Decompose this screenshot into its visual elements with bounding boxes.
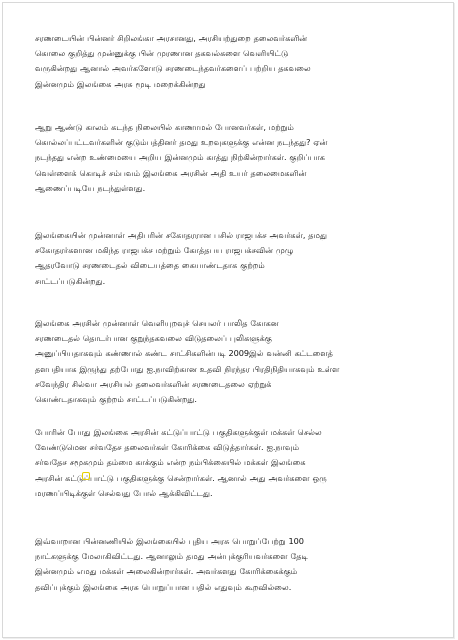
paragraph-line: இலங்கையின் முன்னாள் அதிபரின் சகோதரரான பசில் ராஜபக்ச அவர்கள், தமது (35, 230, 327, 240)
paragraph-line: கொலை குறித்து முன்னுக்கு பின் முரணான தகவல்களை வெளியிட்டு (35, 48, 289, 59)
paragraph-line: வெள்ளைக் கொடிச் சம்பவம் இலங்கை அரசின் அதி உயர் தலைமைகளின் (35, 167, 307, 178)
paragraph-line: கொல்லப்பட்டவர்களின் குடும்பத்தினர் தமது உறவுகளுக்கு என்ன நடந்தது? ஏன் (35, 137, 328, 148)
paragraph-line: வேண்டுமென சர்வதேச தலைவர்கள் கோரிக்கை விடுத்தார்கள். ஐ.நாவும் (35, 442, 300, 453)
document-page (2, 2, 454, 638)
paragraph-line: மரணப்பிடிக்குள் செல்வது போல் ஆக்கிவிட்டது. (35, 487, 213, 498)
paragraph-3 (35, 228, 427, 289)
paragraph-line: இவ்வாறான பின்னணியில் இலங்கையில் புதிய அரசு பொறுப்பேற்று 100 (35, 536, 304, 546)
paragraph-line: சரணடையின் பின்னர் சிறிலங்கா அரசானது, அரசியற்துறை தலைவர்களின் (35, 33, 308, 43)
paragraph-4 (35, 316, 427, 407)
paragraph-line: நடந்தது என்ற உண்மையை அறிய இன்னமும் காத்து நிற்கின்றார்கள். குறிப்பாக (35, 152, 325, 163)
paragraph-6 (35, 534, 427, 595)
paragraph-line: அரசின் கட்டுப்பாட்டு பகுதிகளுக்கு சென்றார்கள். ஆனால் அது அவர்களை ஒரு (35, 472, 327, 483)
paragraph-line: இன்னமும் எமது மக்கள் அலைகின்றார்கள். அவர்களது கோரிக்கைக்கும் (35, 566, 298, 577)
paragraph-line: இலங்கை அரசின் முன்னாள் வெளியுறவுச் செயலர் பாலித கோகன (35, 318, 279, 328)
paragraph-5 (35, 425, 427, 501)
paragraph-line: வருகின்றது ஆனால் அவர்களோடு சரணடைந்தவர்களைப் பற்றிய தகவலை (35, 63, 311, 74)
paragraph-line: இன்னமும் இலங்கை அரசு மூடி மறைக்கின்றது (35, 78, 206, 89)
paragraph-line: சவேந்திர சில்வா அரசியல் தலைவர்களின் சரணடைதலை ஏற்றுக் (35, 378, 272, 389)
paragraph-line: சகோதரர்களான மகிந்த ராஜபக்ச மற்றும் கோத்தபய ராஜபக்சவின் முழு (35, 245, 294, 256)
paragraph-1 (35, 31, 427, 92)
highlight-marker (82, 472, 90, 480)
paragraph-line: சர்வதேச சமூகமும் தம்மை காக்கும் என்ற நம்பிக்கையில் மக்கள் இலங்கை (35, 457, 306, 468)
paragraph-line: ஆணைப்படியே நடந்துள்ளது. (35, 182, 146, 193)
paragraph-line: ஆறு ஆண்டு காலம் கடந்த நிலையில் காணாமல் போனவர்கள், மற்றும் (35, 122, 294, 132)
paragraph-line: நாட்களுக்கு மேலாகிவிட்டது. ஆனாலும் தமது அன்புக்குரியவர்களை தேடி (35, 551, 308, 562)
paragraph-2 (35, 120, 427, 196)
paragraph-line: கொண்டதாகவும் குற்றம் சாட்டப்படுகின்றது. (35, 394, 197, 405)
paragraph-line: தளபதியாக இருந்து தற்போது ஐ.நாவிற்கான உதவி நிரந்தர பிரதிநிதியாகவும் உள்ள (35, 363, 340, 374)
paragraph-line: சாட்டப்படுகின்றது. (35, 275, 106, 286)
paragraph-line: ஆதரவோடு சரணடைதல் விடையத்தை கையாண்டதாக குற்றம் (35, 260, 265, 271)
paragraph-line: அனுப்பியதாகவும் கண்ணால் கண்ட சாட்சிகளின்படி 2009இல் வன்னி கட்டளைத் (35, 348, 333, 359)
paragraph-line: போரின் போது இலங்கை அரசின் கட்டுப்பாட்டு பகுதிகளுக்குள் மக்கள் செல்ல (35, 427, 322, 437)
paragraph-line: சரணடைதல் தொடர்பான குறுந்தகவலை விடுதலைப் புலிகளுக்கு (35, 333, 272, 344)
paragraph-line: தவிப்புக்கும் இலங்கை அரசு பொறுப்பான பதில் எதுவும் கூறவில்லை. (35, 581, 292, 592)
